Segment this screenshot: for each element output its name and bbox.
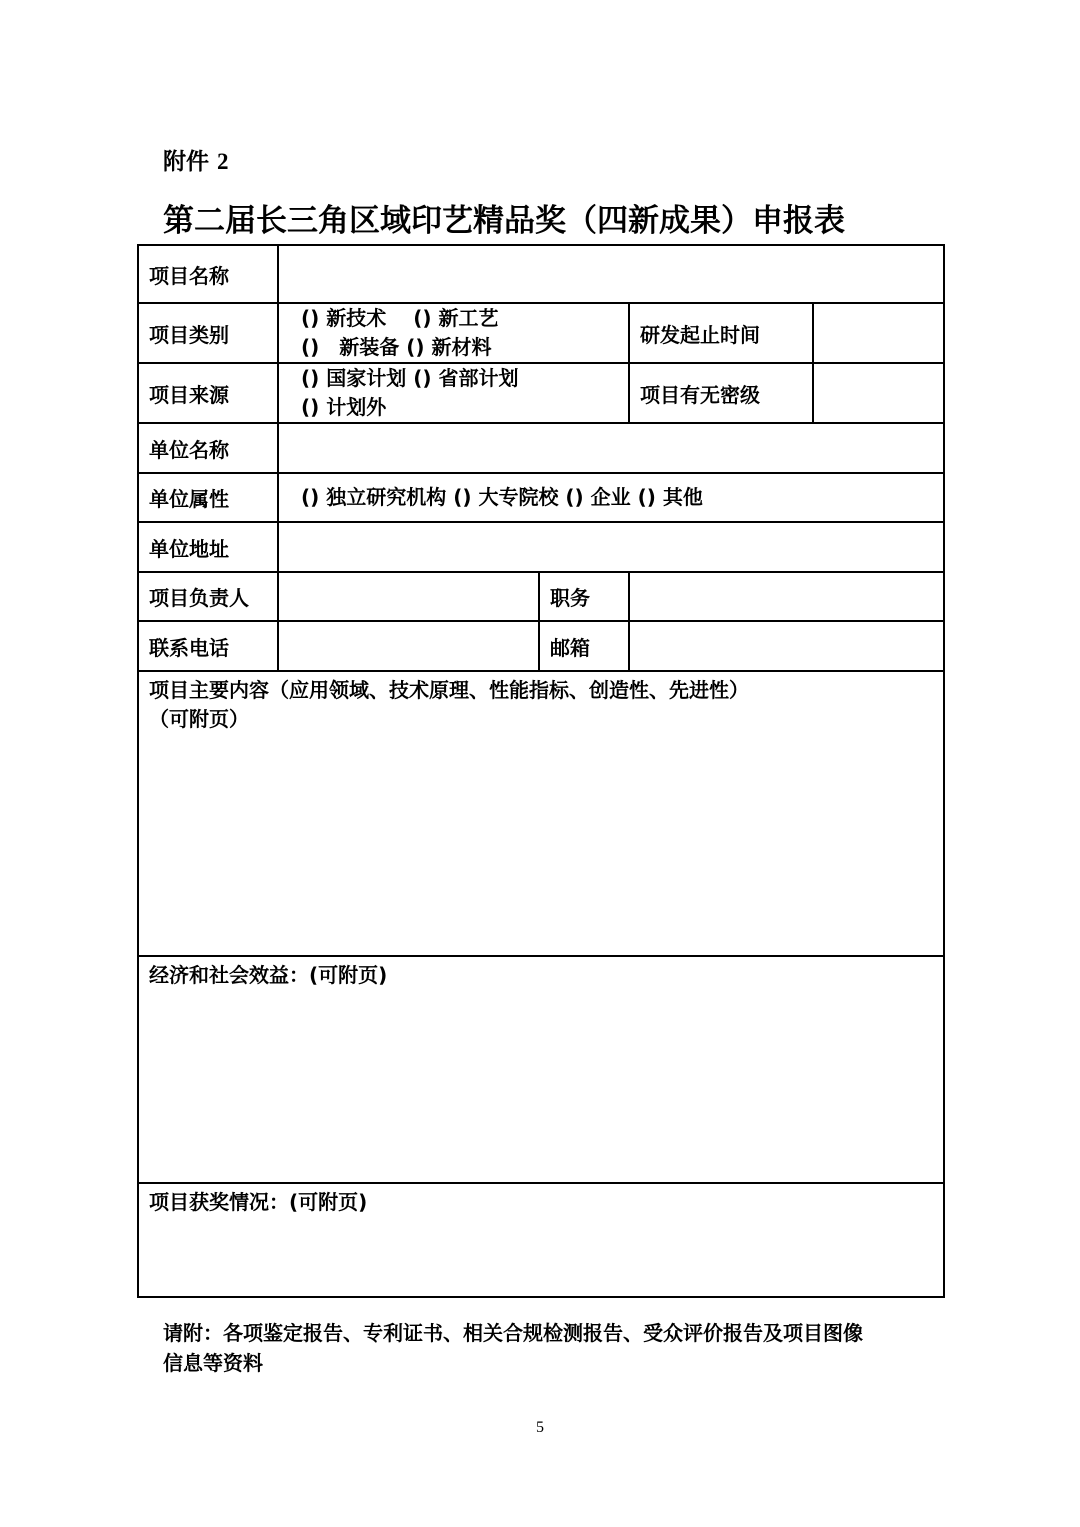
leader-label: 项目负责人 bbox=[138, 572, 278, 621]
project-name-label: 项目名称 bbox=[138, 245, 278, 303]
project-name-field[interactable] bbox=[278, 245, 944, 303]
phone-field[interactable] bbox=[278, 621, 539, 671]
benefit-area[interactable] bbox=[138, 956, 944, 1183]
phone-label: 联系电话 bbox=[138, 621, 278, 671]
row-project-name bbox=[138, 245, 944, 303]
row-org-type bbox=[138, 473, 944, 522]
attachment-text: 附件 bbox=[163, 149, 209, 175]
main-content-label: 项目主要内容（应用领域、技术原理、性能指标、创造性、先进性） bbox=[149, 678, 749, 702]
org-address-field[interactable] bbox=[278, 522, 944, 572]
attachment-note bbox=[163, 1318, 933, 1378]
row-leader bbox=[138, 572, 944, 621]
category-label: 项目类别 bbox=[138, 303, 278, 363]
org-address-label: 单位地址 bbox=[138, 522, 278, 572]
row-main-content bbox=[138, 671, 944, 956]
source-line-1: () 国家计划 () 省部计划 bbox=[301, 366, 519, 390]
rd-period-label: 研发起止时间 bbox=[629, 303, 813, 363]
main-content-area[interactable] bbox=[138, 671, 944, 956]
page-title: 第二届长三角区域印艺精品奖（四新成果）申报表 bbox=[163, 203, 845, 239]
org-type-label: 单位属性 bbox=[138, 473, 278, 522]
classified-label: 项目有无密级 bbox=[629, 363, 813, 423]
row-category bbox=[138, 303, 944, 363]
row-awards bbox=[138, 1183, 944, 1297]
rd-period-field[interactable] bbox=[813, 303, 944, 363]
application-form bbox=[137, 244, 945, 1298]
org-type-options[interactable]: () 独立研究机构 () 大专院校 () 企业 () 其他 bbox=[278, 473, 944, 522]
org-name-label: 单位名称 bbox=[138, 423, 278, 473]
source-label: 项目来源 bbox=[138, 363, 278, 423]
row-contact bbox=[138, 621, 944, 671]
source-line-2: () 计划外 bbox=[301, 395, 387, 419]
category-line-1: () 新技术 () 新工艺 bbox=[301, 306, 499, 330]
awards-area[interactable] bbox=[138, 1183, 944, 1297]
main-content-sub: （可附页） bbox=[149, 707, 249, 731]
org-name-field[interactable] bbox=[278, 423, 944, 473]
category-line-2: () 新装备 () 新材料 bbox=[301, 335, 492, 359]
row-source bbox=[138, 363, 944, 423]
position-field[interactable] bbox=[629, 572, 944, 621]
email-label: 邮箱 bbox=[539, 621, 629, 671]
benefit-label: 经济和社会效益：(可附页) bbox=[149, 963, 388, 987]
email-field[interactable] bbox=[629, 621, 944, 671]
attachment-number: 2 bbox=[217, 149, 229, 174]
position-label: 职务 bbox=[539, 572, 629, 621]
awards-label: 项目获奖情况：(可附页) bbox=[149, 1190, 368, 1214]
note-line-2: 信息等资料 bbox=[163, 1351, 263, 1375]
note-line-1: 请附：各项鉴定报告、专利证书、相关合规检测报告、受众评价报告及项目图像 bbox=[163, 1321, 863, 1345]
row-benefit bbox=[138, 956, 944, 1183]
category-options[interactable] bbox=[278, 303, 629, 363]
leader-field[interactable] bbox=[278, 572, 539, 621]
source-options[interactable] bbox=[278, 363, 629, 423]
row-org-address bbox=[138, 522, 944, 572]
row-org-name bbox=[138, 423, 944, 473]
page-number: 5 bbox=[536, 1419, 544, 1436]
attachment-label bbox=[163, 143, 229, 176]
classified-field[interactable] bbox=[813, 363, 944, 423]
